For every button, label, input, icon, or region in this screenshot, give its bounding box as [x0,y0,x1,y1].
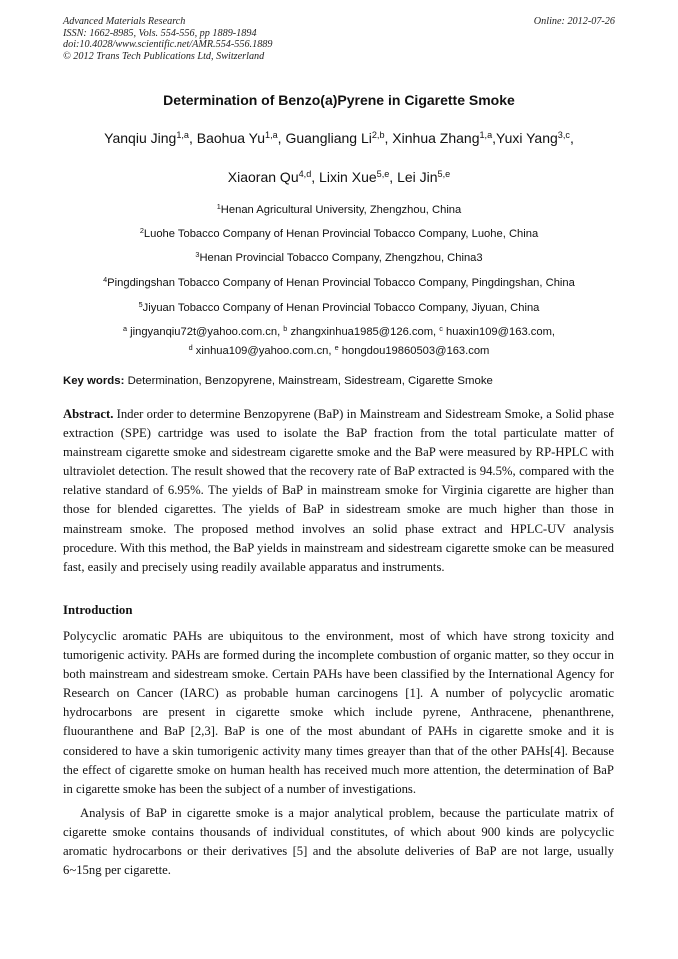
abstract [63,405,614,577]
author-name: Yanqiu Jing [104,130,177,146]
author-line-2: Xiaoran Qu$^{4,d}$, Lixin Xue$^{5,e}$, Lei Jin$^{5,e}$ [227,169,451,185]
author-name: Lixin Xue [319,169,377,185]
author-name: Guangliang Li [285,130,372,146]
author-sup: 5,e [437,169,451,179]
author-sup: 1,a [265,130,278,140]
email-line-1: $^a$ jingyanqiu72t@yahoo.com.cn, $^b$ zhangxinhua1985@126.com, $^c$ huaxin109@163.com, [122,324,556,338]
affiliation: $^1$Henan Agricultural University, Zhengzhou, China [216,202,462,216]
abstract-label: Abstract. [63,407,114,421]
email: hongdou19860503@163.com [341,345,490,357]
author-name: Xiaoran Qu [227,169,299,185]
author-name: Lei Jin [397,169,438,185]
abstract-text: Inder order to determine Benzopyrene (BaP) in Mainstream and Sidestream Smoke, a Solid phase extraction (SPE) cartridge was used to isolate the BaP fraction from the total particulate matter of mainstream cigarette smoke and sidestream cigarette smoke and the BaP were measured by RP-HPLC with ultraviolet detection. The result showed that the recovery rate of BaP extracted is 94.5%, compared with the relative standard of 6.95%. The yields of BaP in mainstream smoke for Virginia cigarette are higher than those for blended cigarettes. The yields of BaP in sidestream smoke are much higher than those in mainstream smoke. The proposed method involves an solid phase extract and HPLC-UV analysis procedure. With this method, the BaP yields in mainstream and sidestream cigarette smoke can be measured fast, easily and precisely using readily available apparatus and instruments. [63,407,614,574]
affiliation: $^5$Jiyuan Tobacco Company of Henan Provincial Tobacco Company, Jiyuan, China [138,300,540,314]
author-line-1: Yanqiu Jing$^{1,a}$, Baohua Yu$^{1,a}$, Guangliang Li$^{2,b}$, Xinhua Zhang$^{1,a}$,Yuxi Yang$^{3,c}$, [104,130,574,146]
author-sup: 2,b [371,130,385,140]
keywords-text: Determination, Benzopyrene, Mainstream, Sidestream, Cigarette Smoke [124,375,493,387]
affiliation: $^2$Luohe Tobacco Company of Henan Provincial Tobacco Company, Luohe, China [139,226,539,240]
affiliation: $^4$Pingdingshan Tobacco Company of Henan Provincial Tobacco Company, Pingdingshan, China [103,275,575,289]
doi-line: doi:10.4028/www.scientific.net/AMR.554-556.1889 [63,39,273,51]
author-sup: 1,a [479,130,493,140]
author-sup: 5,e [376,169,390,179]
email: xinhua109@yahoo.com.cn, [195,345,335,357]
online-date: Online: 2012-07-26 [533,16,615,27]
journal-name: Advanced Materials Research [63,16,186,27]
email: zhangxinhua1985@126.com, [290,326,440,338]
affiliation: $^3$Henan Provincial Tobacco Company, Zhengzhou, China3 [195,250,483,264]
keywords [63,375,615,387]
author-name: Xinhua Zhang [392,130,480,146]
introduction-paragraph-1: Polycyclic aromatic PAHs are ubiquitous to the environment, most of which have strong toxicity and tumorigenic activity. PAHs are formed during the incomplete combustion of organic matter, so they occur in both mainstream and sidestream smoke. Certain PAHs have been classified by the International Agency for Research on Cancer (IARC) as probable human carcinogens [1]. A number of polycyclic aromatic hydrocarbons are present in cigarette smoke which include pyrene, Anthracene, phenanthrene, fluouranthene and BaP [2,3]. BaP is one of the most abundant of PAHs in cigarette smoke and it is considered to have a skin tumorigenic activity many times greayer than that of the other PAHs[4]. Because the effect of cigarette smoke on human health has received much more attention, the determination of BaP in cigarette smoke has been the subject of a number of investigations. [63,629,614,796]
author-name: Baohua Yu [196,130,266,146]
journal-header [63,16,615,62]
issn-line: ISSN: 1662-8985, Vols. 554-556, pp 1889-1894 [63,27,257,39]
author-sup: 3,c [557,130,570,140]
introduction-paragraph-2: Analysis of BaP in cigarette smoke is a major analytical problem, because the particulate matrix of cigarette smoke contains thousands of individual constitutes, of which about 900 kinds are polycyclic aromatic hydrocarbons or their derivatives [5] and the absolute deliveries of BaP are not large, usually 6~15ng per cigarette. [63,806,614,878]
copyright-line: © 2012 Trans Tech Publications Ltd, Switzerland [63,50,265,62]
introduction-heading: Introduction [63,603,133,617]
author-name: Yuxi Yang [496,130,558,146]
email: huaxin109@163.com, [446,326,556,338]
email-line-2: $^d$ xinhua109@yahoo.com.cn, $^e$ hongdou19860503@163.com [188,343,490,357]
author-sup: 1,a [176,130,189,140]
author-sup: 4,d [298,169,312,179]
email: jingyanqiu72t@yahoo.com.cn, [130,326,284,338]
keywords-label: Key words: [63,375,125,387]
paper-title: Determination of Benzo(a)Pyrene in Cigarette Smoke [163,92,515,108]
